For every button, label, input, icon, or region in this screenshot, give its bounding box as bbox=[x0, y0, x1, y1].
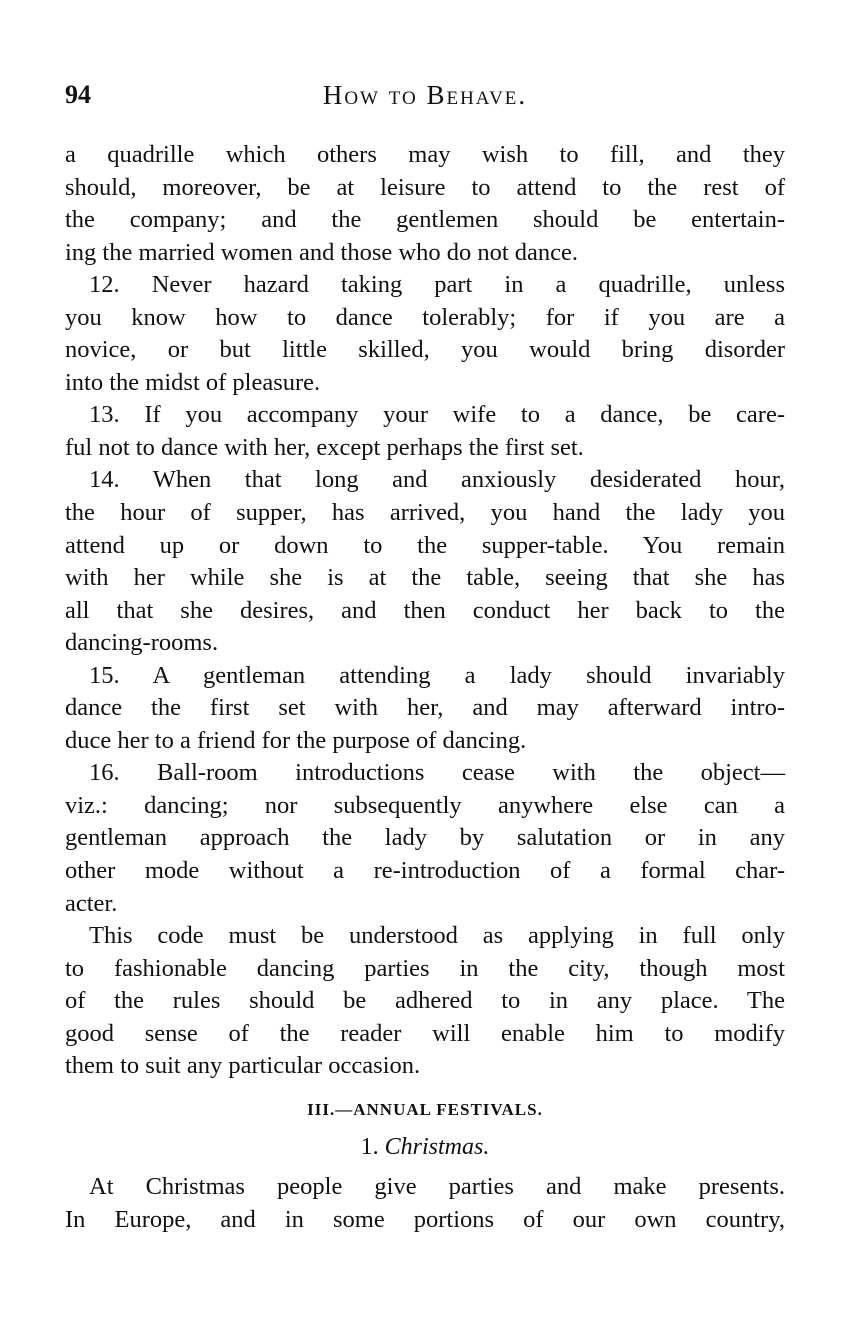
text-line: 15. A gentleman attending a lady should invariably bbox=[89, 661, 785, 689]
text-line: the hour of supper, has arrived, you hand the lady you bbox=[65, 499, 785, 527]
text-line: gentleman approach the lady by salutation or in any bbox=[65, 824, 785, 852]
text-line: dance the first set with her, and may afterward intro- bbox=[65, 694, 785, 722]
page-body bbox=[65, 139, 785, 1083]
text-line: good sense of the reader will enable him to modify bbox=[65, 1019, 785, 1047]
section-body bbox=[65, 1171, 785, 1236]
text-line: other mode without a re-introduction of a formal char- bbox=[65, 857, 785, 885]
subsection-title: Christmas. bbox=[384, 1134, 490, 1160]
text-line: viz.: dancing; nor subsequently anywhere else can a bbox=[65, 791, 785, 819]
page-header bbox=[65, 80, 785, 120]
text-line: to fashionable dancing parties in the city, though most bbox=[65, 954, 785, 982]
subsection-number: 1. bbox=[360, 1134, 379, 1160]
text-line: duce her to a friend for the purpose of dancing. bbox=[65, 726, 527, 754]
text-line: ful not to dance with her, except perhaps the first set. bbox=[65, 433, 584, 461]
text-line: At Christmas people give parties and make presents. bbox=[89, 1173, 785, 1200]
text-line: the company; and the gentlemen should be entertain- bbox=[65, 206, 785, 234]
text-line: 14. When that long and anxiously desiderated hour, bbox=[89, 466, 785, 494]
section-heading: III.—ANNUAL FESTIVALS. bbox=[307, 1100, 543, 1119]
subsection-heading bbox=[65, 1134, 785, 1161]
text-line: acter. bbox=[65, 889, 118, 917]
page-number: 94 bbox=[65, 80, 91, 109]
text-line: attend up or down to the supper-table. You remain bbox=[65, 531, 785, 559]
running-title: How to Behave. bbox=[322, 80, 528, 110]
text-line: dancing-rooms. bbox=[65, 629, 219, 657]
text-line: you know how to dance tolerably; for if you are a bbox=[65, 303, 785, 331]
text-line: of the rules should be adhered to in any place. The bbox=[65, 987, 785, 1015]
text-line: 16. Ball-room introductions cease with the object— bbox=[89, 759, 785, 787]
text-line: novice, or but little skilled, you would bring disorder bbox=[65, 336, 785, 364]
text-line: into the midst of pleasure. bbox=[65, 368, 321, 396]
text-line: should, moreover, be at leisure to attend to the rest of bbox=[65, 173, 785, 201]
text-line: 13. If you accompany your wife to a dance, be care- bbox=[89, 401, 785, 429]
text-line: them to suit any particular occasion. bbox=[65, 1052, 421, 1080]
text-line: 12. Never hazard taking part in a quadrille, unless bbox=[89, 271, 785, 299]
text-line: ing the married women and those who do not dance. bbox=[65, 238, 579, 266]
text-line: In Europe, and in some portions of our own country, bbox=[65, 1205, 785, 1233]
text-line: a quadrille which others may wish to fill, and they bbox=[65, 141, 785, 168]
text-line: This code must be understood as applying in full only bbox=[89, 922, 785, 950]
text-line: all that she desires, and then conduct her back to the bbox=[65, 596, 785, 624]
text-line: with her while she is at the table, seeing that she has bbox=[65, 564, 785, 592]
